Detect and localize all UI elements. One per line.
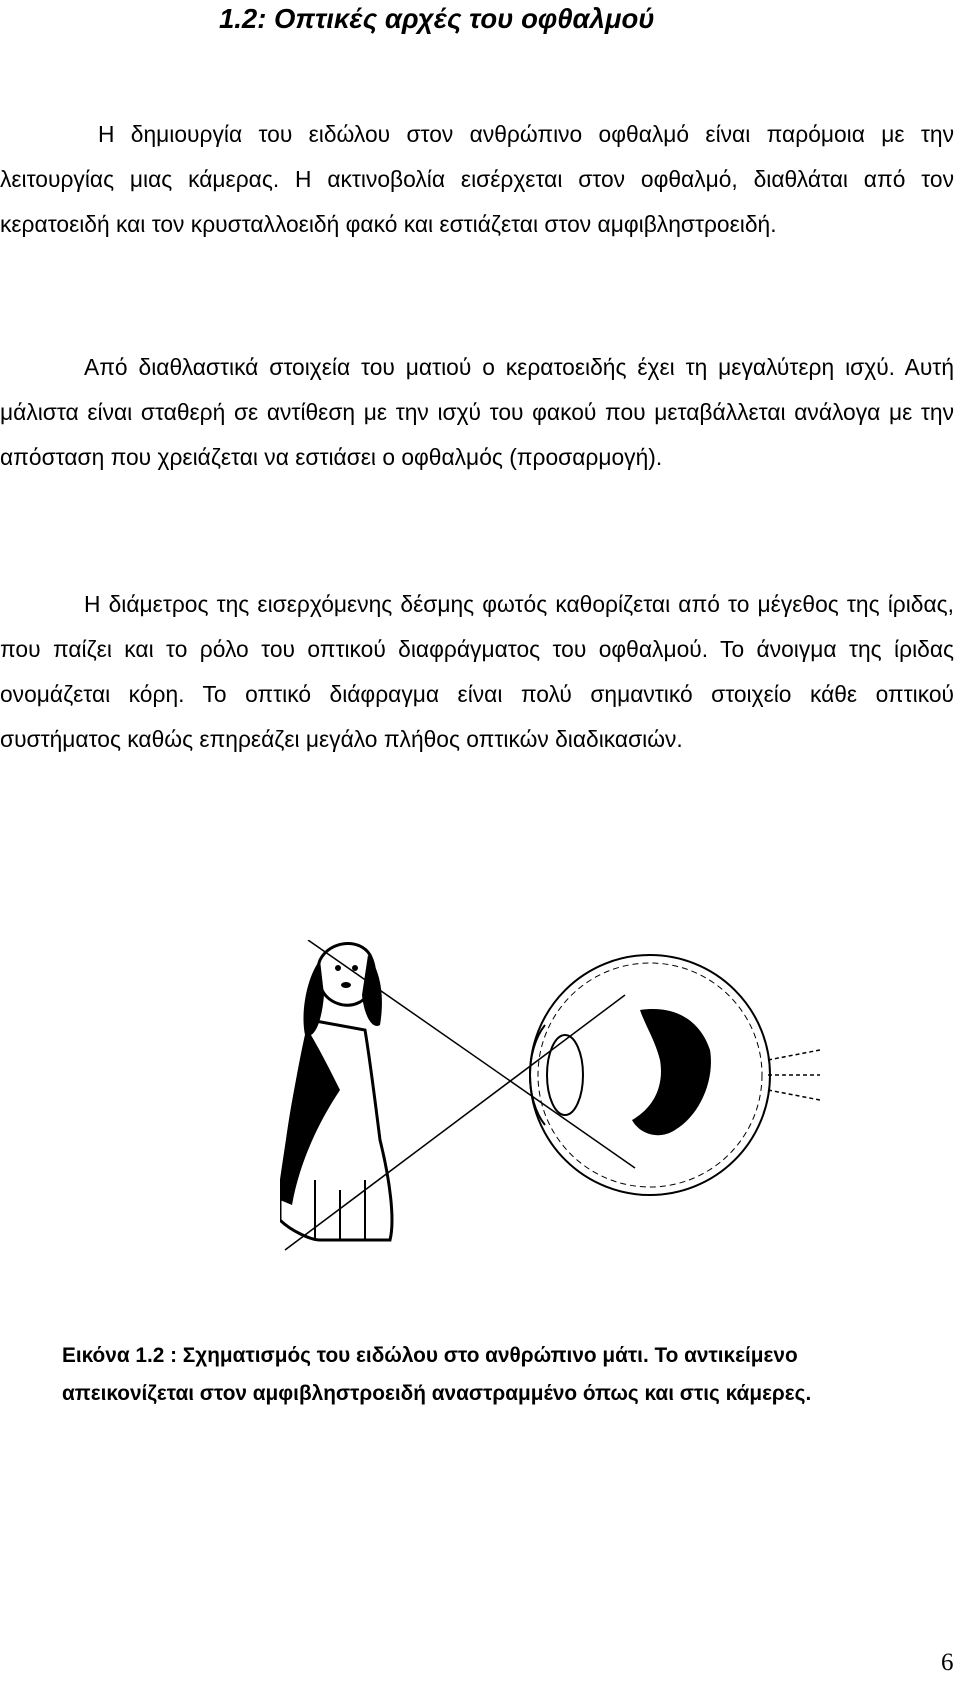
paragraph-text: Η δημιουργία του ειδώλου στον ανθρώπινο οφθαλμό είναι παρόμοια με την λειτουργίας μιας κάμερας. Η ακτινοβολία εισέρχεται στον οφθαλμό, διαθλάται από τον κερατοειδή και τον κρυσταλλοειδή φακό και εστιάζεται στον αμφιβληστροειδή. — [0, 121, 954, 237]
retina-inverted-image — [632, 1009, 711, 1135]
paragraph-image-formation — [0, 112, 954, 247]
page-number: 6 — [941, 1649, 954, 1676]
eyeball-outline — [530, 955, 770, 1195]
dog-eye — [335, 965, 341, 971]
dog-illustration — [280, 944, 392, 1240]
optic-nerve — [768, 1050, 820, 1100]
eye-diagram — [530, 955, 820, 1195]
paragraph-text: Η διάμετρος της εισερχόμενης δέσμης φωτός καθορίζεται από το μέγεθος της ίριδας, που παίζει και το ρόλο του οπτικού διαφράγματος του οφθαλμού. Το άνοιγμα της ίριδας ονομάζεται κόρη. Το οπτικό διάφραγμα είναι πολύ σημαντικό στοιχείο κάθε οπτικού συστήματος καθώς επηρεάζει μεγάλο πλήθος οπτικών διαδικασιών. — [0, 591, 954, 752]
eye-image-formation-illustration — [280, 940, 820, 1300]
dog-nose — [341, 982, 351, 988]
figure-caption: Εικόνα 1.2 : Σχηματισμός του ειδώλου στο ανθρώπινο μάτι. Το αντικείμενο απεικονίζεται στον αμφιβληστροειδή αναστραμμένο όπως και στις κάμερες. — [62, 1344, 812, 1405]
paragraph-text: Από διαθλαστικά στοιχεία του ματιού ο κερατοειδής έχει τη μεγαλύτερη ισχύ. Αυτή μάλιστα είναι σταθερή σε αντίθεση με την ισχύ του φακού που μεταβάλλεται ανάλογα με την απόσταση που χρειάζεται να εστιάσει ο οφθαλμός (προσαρμογή). — [0, 354, 954, 470]
dog-eye — [352, 965, 358, 971]
paragraph-iris-aperture — [0, 582, 954, 762]
page-title: 1.2: Οπτικές αρχές του οφθαλμού — [219, 3, 655, 34]
paragraph-refractive-elements — [0, 345, 954, 480]
crystalline-lens — [547, 1035, 583, 1115]
eyeball-outline-inner — [538, 963, 762, 1187]
